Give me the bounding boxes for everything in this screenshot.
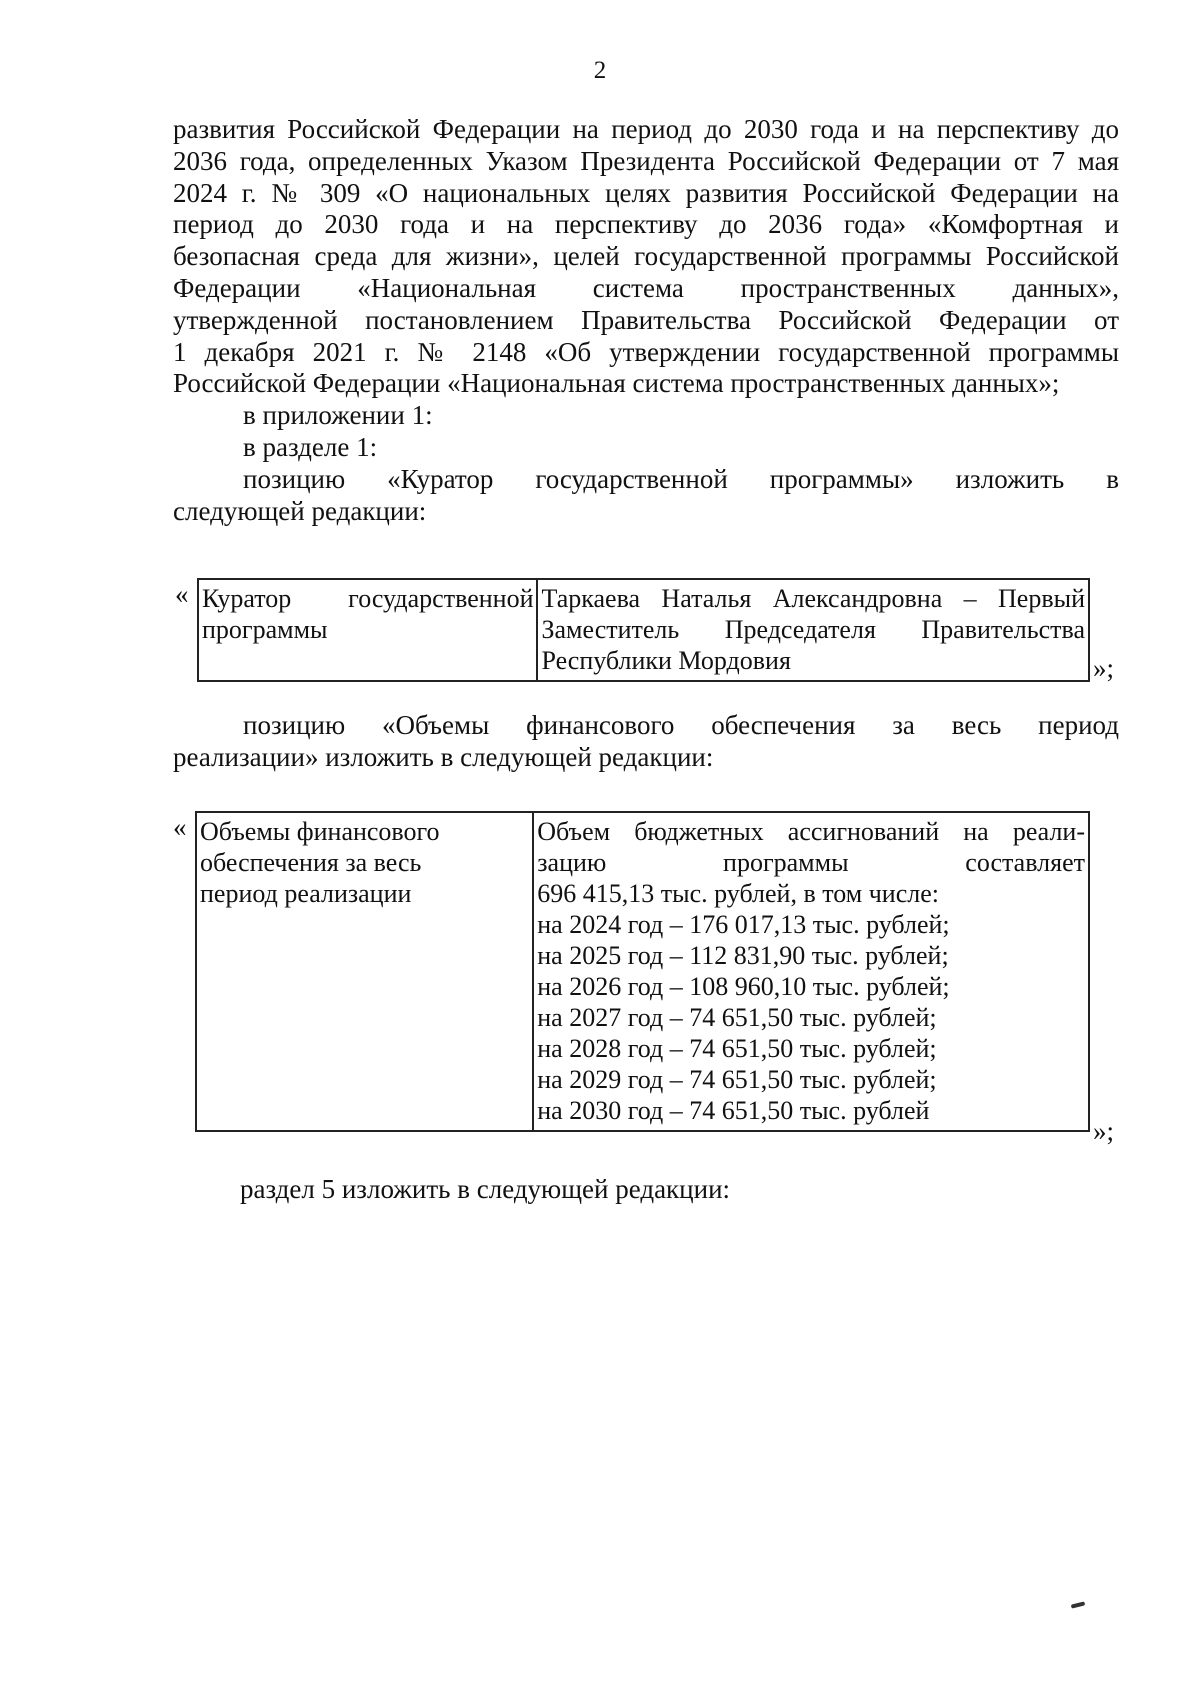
fin-label-line: обеспечения за весь xyxy=(200,848,422,877)
intro-line: развития Российской Федерации на период до 2030 года и на перспективу до xyxy=(173,114,1119,144)
fin-intro-line: позицию «Объемы финансового обеспечения за весь период xyxy=(243,710,1119,740)
fin-value-line: на 2028 год – 74 651,50 тыс. рублей; xyxy=(537,1034,937,1063)
intro-line: Российской Федерации «Национальная система пространственных данных»; xyxy=(173,368,1060,399)
fin-value-line: на 2027 год – 74 651,50 тыс. рублей; xyxy=(537,1003,937,1032)
appendix-line: в приложении 1: xyxy=(243,400,433,431)
fin-value-line: зацию программы составляет xyxy=(537,848,1085,877)
table-row xyxy=(198,579,1089,681)
fin-value-line: на 2024 год – 176 017,13 тыс. рублей; xyxy=(537,910,950,939)
fin-value-line: на 2030 год – 74 651,50 тыс. рублей xyxy=(537,1096,930,1125)
curator-intro-line: позицию «Куратор государственной программы» изложить в xyxy=(243,463,1119,494)
curator-label-line: Куратор государственной xyxy=(202,584,534,613)
intro-paragraph xyxy=(173,114,1119,527)
fin-intro-line: реализации» изложить в следующей редакции: xyxy=(173,741,714,772)
financing-table xyxy=(195,811,1090,1132)
intro-line: период до 2030 года и на перспективу до 2036 года» «Комфортная и xyxy=(173,209,1119,240)
fin-value-line: на 2025 год – 112 831,90 тыс. рублей; xyxy=(537,941,949,970)
fin-value-line: 696 415,13 тыс. рублей, в том числе: xyxy=(537,879,939,908)
financing-intro-paragraph xyxy=(173,710,1119,774)
intro-line: Федерации «Национальная система пространственных данных», xyxy=(173,272,1119,303)
section-line: в разделе 1: xyxy=(243,431,378,462)
curator-label-line: программы xyxy=(202,615,328,644)
fin-value-line: Объем бюджетных ассигнований на реали- xyxy=(537,817,1085,846)
intro-line: 2036 года, определенных Указом Президента Российской Федерации от 7 мая xyxy=(173,145,1119,176)
section5-line: раздел 5 изложить в следующей редакции: xyxy=(240,1174,731,1204)
quote-open: « xyxy=(173,812,187,842)
curator-label-cell xyxy=(198,579,537,681)
fin-value-line: на 2026 год – 108 960,10 тыс. рублей; xyxy=(537,972,950,1001)
section5-paragraph xyxy=(240,1173,940,1205)
fin-value-cell xyxy=(533,812,1089,1131)
intro-line: утвержденной постановлением Правительства Российской Федерации от xyxy=(173,304,1119,335)
fin-value-line: на 2029 год – 74 651,50 тыс. рублей; xyxy=(537,1065,937,1094)
quote-close: »; xyxy=(1093,1116,1115,1146)
curator-intro-line: следующей редакции: xyxy=(173,495,427,526)
curator-value-line: Заместитель Председателя Правительства xyxy=(541,615,1085,644)
quote-open: « xyxy=(175,579,189,609)
quote-close: »; xyxy=(1093,653,1115,683)
intro-line: 2024 г. № 309 «О национальных целях развития Российской Федерации на xyxy=(173,177,1119,208)
table-row xyxy=(196,812,1089,1131)
curator-value-line: Таркаева Наталья Александровна – Первый xyxy=(541,584,1085,613)
curator-value-cell xyxy=(537,579,1089,681)
curator-table xyxy=(197,578,1090,682)
intro-line: 1 декабря 2021 г. № 2148 «Об утверждении государственной программы xyxy=(173,336,1119,367)
curator-value-line: Республики Мордовия xyxy=(541,646,791,675)
fin-label-line: период реализации xyxy=(200,879,412,908)
fin-label-cell xyxy=(196,812,533,1131)
fin-label-line: Объемы финансового xyxy=(200,817,440,846)
ink-mark xyxy=(1071,1601,1086,1608)
page-number: 2 xyxy=(593,57,607,84)
intro-line: безопасная среда для жизни», целей государственной программы Российской xyxy=(173,241,1119,272)
